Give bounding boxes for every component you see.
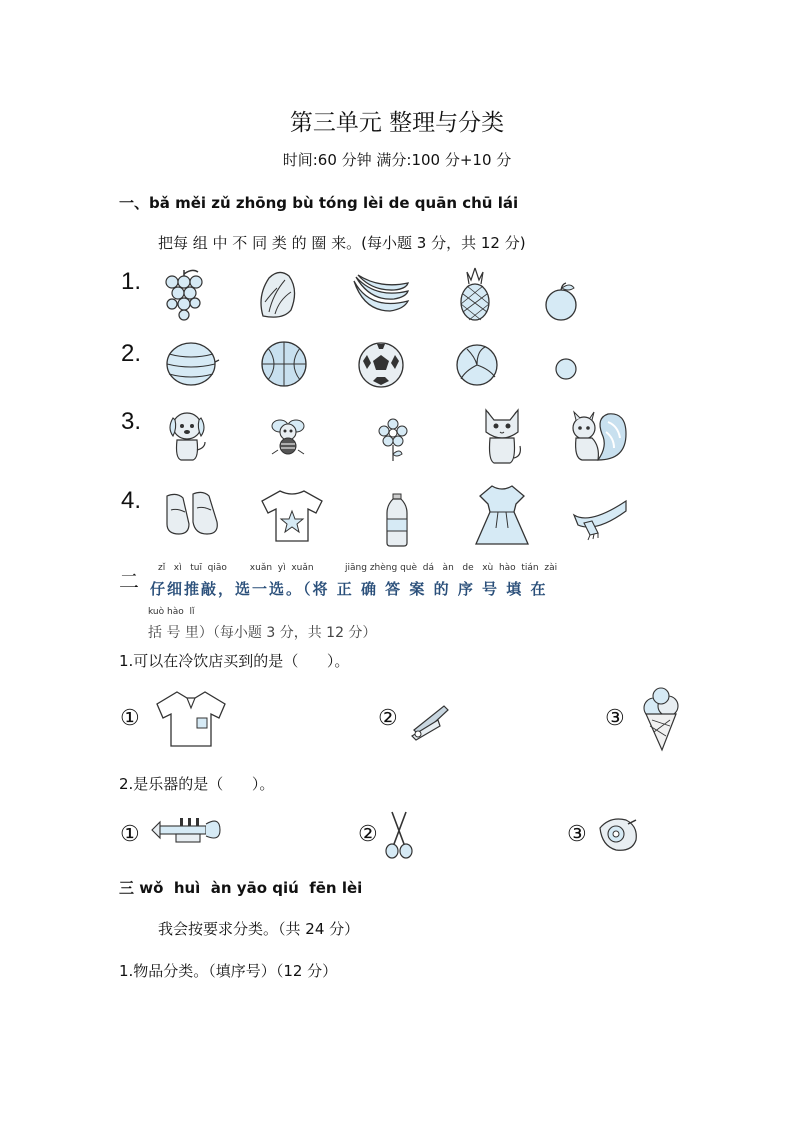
- bananas-icon[interactable]: [350, 271, 412, 317]
- question-2-text: 2.是乐器的是（ ）。: [119, 775, 275, 793]
- section2-number: 二: [119, 569, 139, 593]
- exam-info: 时间:60 分钟 满分:100 分+10 分: [282, 151, 512, 169]
- option-mark[interactable]: ③: [605, 706, 625, 731]
- row-number: 1.: [121, 268, 142, 295]
- section1-pinyin: 一、bǎ měi zǔ zhōng bù tóng lèi de quān chū lái: [119, 194, 519, 212]
- pineapple-icon[interactable]: [457, 266, 493, 322]
- section3-question-1: 1.物品分类。（填序号）（12 分）: [119, 962, 338, 980]
- option-mark[interactable]: ③: [567, 822, 587, 847]
- option-mark[interactable]: ②: [378, 706, 398, 731]
- section2-pinyin-top: zǐ xì tuī qiāo xuǎn yì xuǎn jiāng zhèng què dá àn de xù hào tián zài: [158, 563, 558, 573]
- section2-pinyin-bottom: kuò hào lǐ: [148, 607, 195, 617]
- tape-icon[interactable]: [596, 814, 640, 854]
- squirrel-icon[interactable]: [568, 406, 630, 464]
- small-ball-icon[interactable]: [554, 357, 578, 381]
- basketball-icon[interactable]: [260, 340, 308, 388]
- ice-cream-icon[interactable]: [636, 686, 686, 752]
- option-mark[interactable]: ②: [358, 822, 378, 847]
- trumpet-icon[interactable]: [150, 812, 222, 856]
- option-mark[interactable]: ①: [120, 706, 140, 731]
- grapes-icon[interactable]: [162, 266, 206, 322]
- page-title: 第三单元 整理与分类: [289, 110, 505, 136]
- row-number: 2.: [121, 340, 142, 367]
- watermelon-icon[interactable]: [164, 340, 220, 388]
- row-number: 3.: [121, 408, 142, 435]
- nail-clipper-icon[interactable]: [408, 700, 452, 742]
- kitten-icon[interactable]: [480, 408, 524, 466]
- cabbage-icon[interactable]: [255, 266, 301, 320]
- apple-icon[interactable]: [542, 282, 580, 322]
- bee-icon[interactable]: [268, 412, 308, 456]
- puppy-icon[interactable]: [165, 406, 209, 464]
- section3-pinyin: 三 wǒ huì àn yāo qiú fēn lèi: [119, 879, 363, 897]
- water-bottle-icon[interactable]: [385, 493, 409, 547]
- shoes-icon[interactable]: [163, 488, 227, 540]
- scarf-icon[interactable]: [570, 495, 630, 541]
- section2-instruction-line1: 仔细推敲，选一选。（将 正 确 答 案 的 序 号 填 在: [150, 580, 548, 598]
- dress-icon[interactable]: [474, 484, 530, 548]
- section2-instruction-line2: 括 号 里）（每小题 3 分，共 12 分）: [148, 625, 377, 641]
- question-1-text: 1.可以在冷饮店买到的是（ ）。: [119, 652, 350, 670]
- option-mark[interactable]: ①: [120, 822, 140, 847]
- tshirt-icon[interactable]: [260, 487, 324, 543]
- flower-icon[interactable]: [378, 418, 408, 462]
- scissors-icon[interactable]: [384, 810, 414, 860]
- section1-instruction: 把每 组 中 不 同 类 的 圈 来。(每小题 3 分，共 12 分): [158, 234, 526, 252]
- shirt-icon[interactable]: [155, 688, 227, 750]
- section3-instruction: 我会按要求分类。（共 24 分）: [158, 920, 360, 938]
- soccer-ball-icon[interactable]: [357, 341, 405, 389]
- volleyball-icon[interactable]: [455, 343, 499, 387]
- row-number: 4.: [121, 487, 142, 514]
